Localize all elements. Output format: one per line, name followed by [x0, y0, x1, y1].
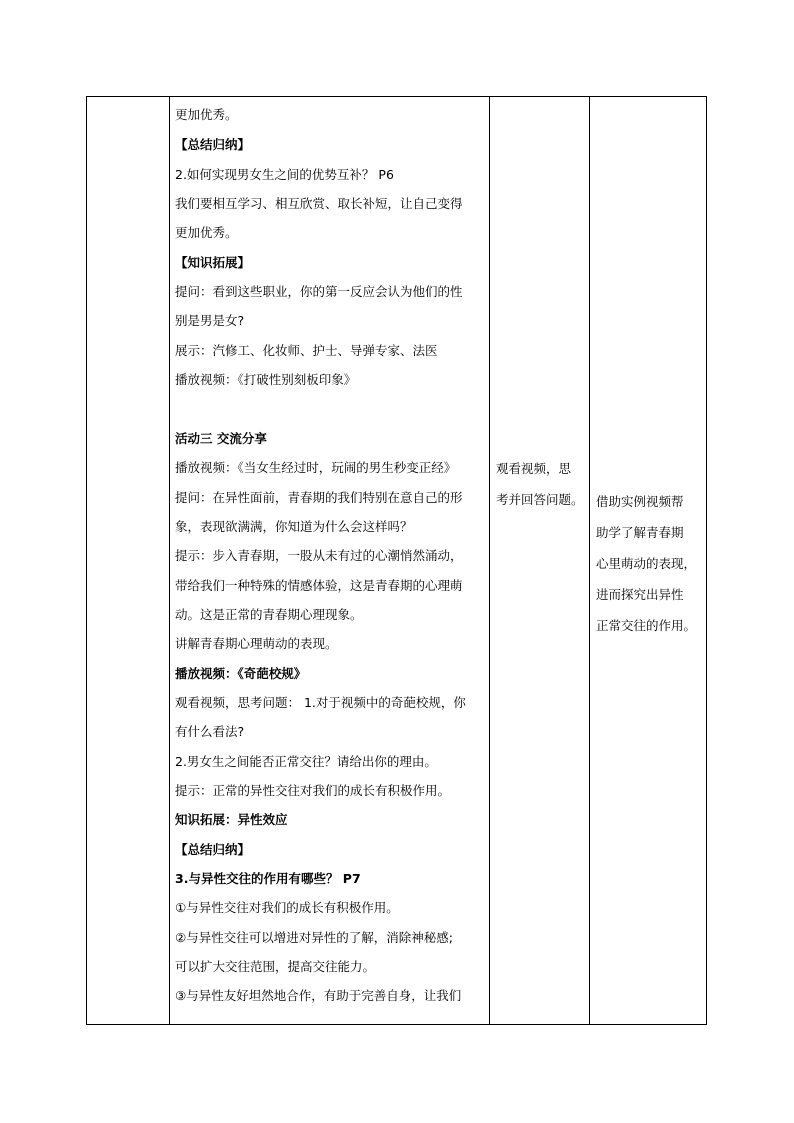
section-heading: 【总结归纳】 — [175, 137, 251, 152]
question-line: 3.与异性交往的作用有哪些？ P7 — [175, 871, 361, 886]
text-line: 播放视频：《奇葩校规》 — [175, 666, 307, 681]
text-line: 更加优秀。 — [175, 107, 238, 122]
text-line: ③与异性友好坦然地合作，有助于完善自身，让我们 — [175, 988, 462, 1003]
text-line: ①与异性交往对我们的成长有积极作用。 — [175, 900, 399, 915]
text-line: 提示：步入青春期，一股从未有过的心潮悄然涌动， — [175, 548, 463, 563]
text-line: 心里萌动的表现， — [596, 556, 697, 571]
text-line: 助学了解青春期 — [596, 525, 684, 540]
text-line: 动。这是正常的青春期心理现象。 — [175, 607, 363, 622]
lesson-table — [86, 96, 707, 1025]
text-line: 带给我们一种特殊的情感体验，这是青春期的心理萌 — [175, 578, 463, 593]
text-line: 播放视频：《当女生经过时，玩闹的男生秒变正经》 — [175, 460, 457, 475]
text-line: 播放视频：《打破性别刻板印象》 — [175, 372, 357, 387]
text-line: 提示：正常的异性交往对我们的成长有积极作用。 — [175, 783, 451, 798]
text-line: 借助实例视频帮 — [596, 494, 684, 509]
column-divider — [589, 97, 590, 1024]
text-line: 我们要相互学习、相互欣赏、取长补短，让自己变得 — [175, 196, 463, 211]
text-line: 观看视频，思考问题： 1.对于视频中的奇葩校规，你 — [175, 695, 466, 710]
text-line: 正常交往的作用。 — [596, 618, 697, 633]
text-line: 提问：在异性面前，青春期的我们特别在意自己的形 — [175, 490, 463, 505]
text-line: 可以扩大交往范围，提高交往能力。 — [175, 959, 376, 974]
text-line: 2.男女生之间能否正常交往？请给出你的理由。 — [175, 754, 437, 769]
text-line: 考并回答问题。 — [496, 492, 584, 507]
column-divider — [489, 97, 490, 1024]
text-line: ②与异性交往可以增进对异性的了解，消除神秘感; — [175, 930, 453, 945]
section-heading: 【总结归纳】 — [175, 842, 251, 857]
question-line: 2.如何实现男女生之间的优势互补？ P6 — [175, 167, 394, 182]
section-heading: 【知识拓展】 — [175, 255, 251, 270]
text-line: 知识拓展：异性效应 — [175, 812, 288, 827]
text-line: 展示：汽修工、化妆师、护士、导弹专家、法医 — [175, 343, 438, 358]
text-line: 有什么看法? — [175, 724, 245, 739]
activity-heading: 活动三 交流分享 — [175, 431, 267, 446]
text-line: 进而探究出异性 — [596, 587, 684, 602]
text-line: 观看视频，思 — [496, 461, 572, 476]
text-line: 提问：看到这些职业，你的第一反应会认为他们的性 — [175, 284, 463, 299]
text-line: 象，表现欲满满，你知道为什么会这样吗？ — [175, 519, 413, 534]
text-line: 讲解青春期心理萌动的表现。 — [175, 636, 338, 651]
text-line: 更加优秀。 — [175, 225, 238, 240]
text-line: 别是男是女? — [175, 313, 245, 328]
column-divider — [169, 97, 170, 1024]
